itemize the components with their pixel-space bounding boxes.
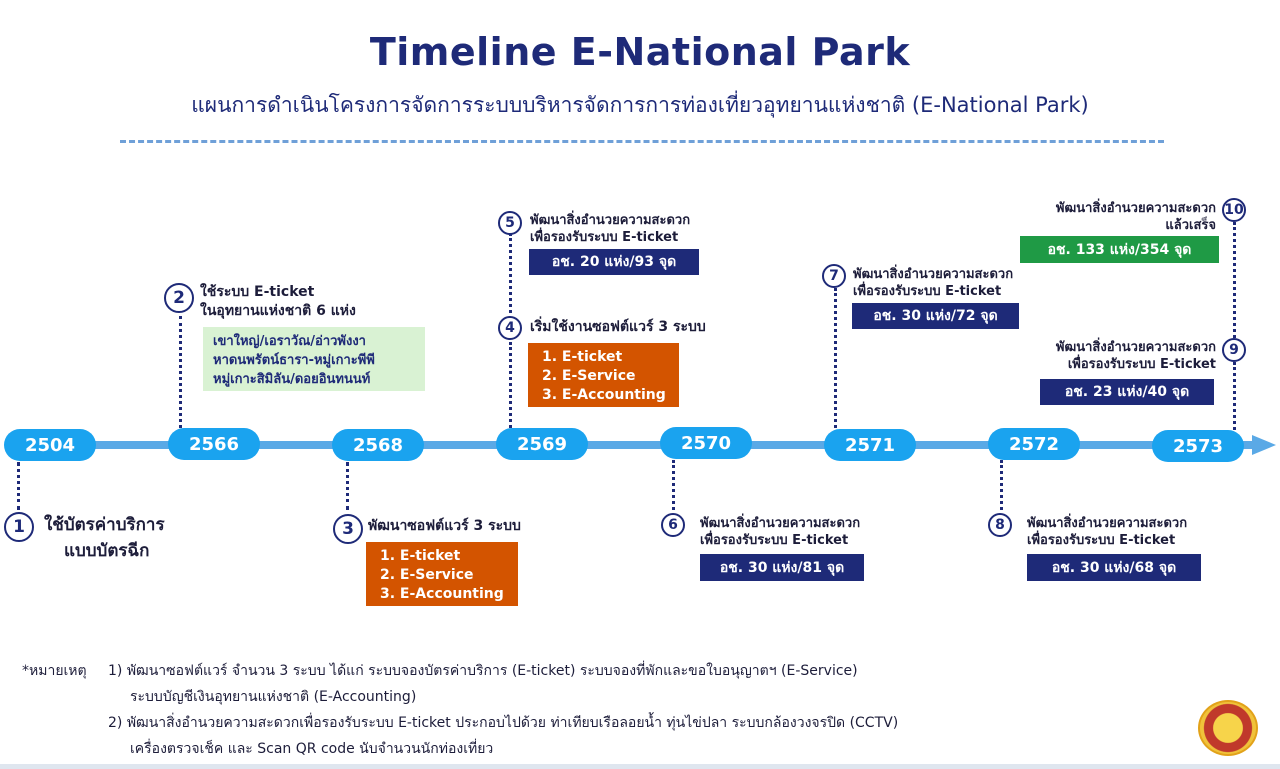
event-2-line1: ใช้ระบบ E-ticket xyxy=(200,284,315,300)
event-6-count-box: อช. 30 แห่ง/81 จุด xyxy=(700,554,864,581)
connector-5 xyxy=(509,233,512,313)
department-seal-icon xyxy=(1198,700,1258,756)
system-item: 1. E-ticket xyxy=(380,548,461,564)
event-10-count-box: อช. 133 แห่ง/354 จุด xyxy=(1020,236,1219,263)
year-2573: 2573 xyxy=(1152,430,1244,462)
page-title: Timeline E-National Park xyxy=(369,30,911,74)
event-7-count-box: อช. 30 แห่ง/72 จุด xyxy=(852,303,1019,329)
event-8-line2: เพื่อรองรับระบบ E-ticket xyxy=(1027,533,1176,548)
event-10-line1: พัฒนาสิ่งอำนวยความสะดวก xyxy=(1055,201,1216,216)
park-line: หมู่เกาะสิมิลัน/ดอยอินทนนท์ xyxy=(213,372,371,387)
connector-9 xyxy=(1233,362,1236,430)
event-6-label xyxy=(700,515,860,549)
step-number-2: 2 xyxy=(164,283,194,313)
event-5-count-box: อช. 20 แห่ง/93 จุด xyxy=(529,249,699,275)
connector-10 xyxy=(1233,222,1236,338)
system-item: 2. E-Service xyxy=(380,567,474,583)
step-number-4: 4 xyxy=(498,316,522,340)
event-5-line2: เพื่อรองรับระบบ E-ticket xyxy=(530,230,679,245)
step-number-9: 9 xyxy=(1222,338,1246,362)
note-1-line-1: 1) พัฒนาซอฟต์แวร์ จำนวน 3 ระบบ ได้แก่ ระบบจองบัตรค่าบริการ (E-ticket) ระบบจองที่พักและขอใบอนุญาตฯ (E-Service) xyxy=(108,663,858,679)
year-2569: 2569 xyxy=(496,428,588,460)
event-10-line2: แล้วเสร็จ xyxy=(1165,218,1216,233)
year-2571: 2571 xyxy=(824,429,916,461)
year-2570: 2570 xyxy=(660,427,752,459)
event-2-line2: ในอุทยานแห่งชาติ 6 แห่ง xyxy=(200,303,356,319)
arrow-right-icon xyxy=(1252,435,1276,455)
event-3-systems-box xyxy=(366,542,518,606)
event-8-line1: พัฒนาสิ่งอำนวยความสะดวก xyxy=(1027,516,1188,531)
system-item: 2. E-Service xyxy=(542,368,636,384)
step-number-3: 3 xyxy=(333,514,363,544)
year-2566: 2566 xyxy=(168,428,260,460)
step-number-8: 8 xyxy=(988,513,1012,537)
step-number-7: 7 xyxy=(822,264,846,288)
event-2-parks-box xyxy=(203,327,425,391)
event-7-line1: พัฒนาสิ่งอำนวยความสะดวก xyxy=(853,267,1014,282)
connector-6 xyxy=(672,460,675,510)
event-9-count-box: อช. 23 แห่ง/40 จุด xyxy=(1040,379,1214,405)
event-4-systems-box xyxy=(528,343,679,407)
event-1-line1: ใช้บัตรค่าบริการ xyxy=(44,515,165,535)
event-9-line1: พัฒนาสิ่งอำนวยความสะดวก xyxy=(1055,340,1216,355)
system-item: 3. E-Accounting xyxy=(542,387,666,403)
step-number-10: 10 xyxy=(1222,198,1246,222)
event-7-label xyxy=(853,266,1013,300)
park-line: เขาใหญ่/เอราวัณ/อ่าวพังงา xyxy=(213,334,366,349)
note-2-line-2: เครื่องตรวจเช็ค และ Scan QR code นับจำนวนนักท่องเที่ยว xyxy=(130,741,494,757)
connector-3 xyxy=(346,462,349,510)
event-10-label xyxy=(1000,200,1216,234)
step-number-6: 6 xyxy=(661,513,685,537)
event-9-label xyxy=(1000,339,1216,373)
note-prefix: *หมายเหตุ xyxy=(22,663,87,679)
header-divider xyxy=(120,140,1164,143)
step-number-1: 1 xyxy=(4,512,34,542)
event-1-line2: แบบบัตรฉีก xyxy=(64,541,150,561)
event-5-label xyxy=(530,212,690,246)
connector-2 xyxy=(179,316,182,428)
event-3-label: พัฒนาซอฟต์แวร์ 3 ระบบ xyxy=(368,518,521,534)
system-item: 3. E-Accounting xyxy=(380,586,504,602)
event-1-label xyxy=(44,512,165,564)
park-line: หาดนพรัตน์ธารา-หมู่เกาะพีพี xyxy=(213,353,375,368)
year-2568: 2568 xyxy=(332,429,424,461)
connector-4 xyxy=(509,342,512,428)
event-6-line2: เพื่อรองรับระบบ E-ticket xyxy=(700,533,849,548)
event-6-line1: พัฒนาสิ่งอำนวยความสะดวก xyxy=(700,516,861,531)
note-1-line-2: ระบบบัญชีเงินอุทยานแห่งชาติ (E-Accounting) xyxy=(130,689,417,705)
year-2572: 2572 xyxy=(988,428,1080,460)
year-2504: 2504 xyxy=(4,429,96,461)
event-9-line2: เพื่อรองรับระบบ E-ticket xyxy=(1067,357,1216,372)
step-number-5: 5 xyxy=(498,211,522,235)
note-2-line-1: 2) พัฒนาสิ่งอำนวยความสะดวกเพื่อรองรับระบบ E-ticket ประกอบไปด้วย ท่าเทียบเรือลอยน้ำ ทุ่นไข่ปลา ระบบกล้องวงจรปิด (CCTV) xyxy=(108,715,899,731)
event-8-label xyxy=(1027,515,1187,549)
bottom-band xyxy=(0,764,1280,769)
page-subtitle: แผนการดำเนินโครงการจัดการระบบบริหารจัดการการท่องเที่ยวอุทยานแห่งชาติ (E-National Park) xyxy=(191,93,1089,117)
system-item: 1. E-ticket xyxy=(542,349,623,365)
connector-8 xyxy=(1000,460,1003,510)
event-8-count-box: อช. 30 แห่ง/68 จุด xyxy=(1027,554,1201,581)
event-7-line2: เพื่อรองรับระบบ E-ticket xyxy=(853,284,1002,299)
event-5-line1: พัฒนาสิ่งอำนวยความสะดวก xyxy=(530,213,691,228)
event-4-label: เริ่มใช้งานซอฟต์แวร์ 3 ระบบ xyxy=(530,319,706,335)
connector-7 xyxy=(834,288,837,428)
event-2-label xyxy=(200,283,356,321)
connector-1 xyxy=(17,462,20,510)
